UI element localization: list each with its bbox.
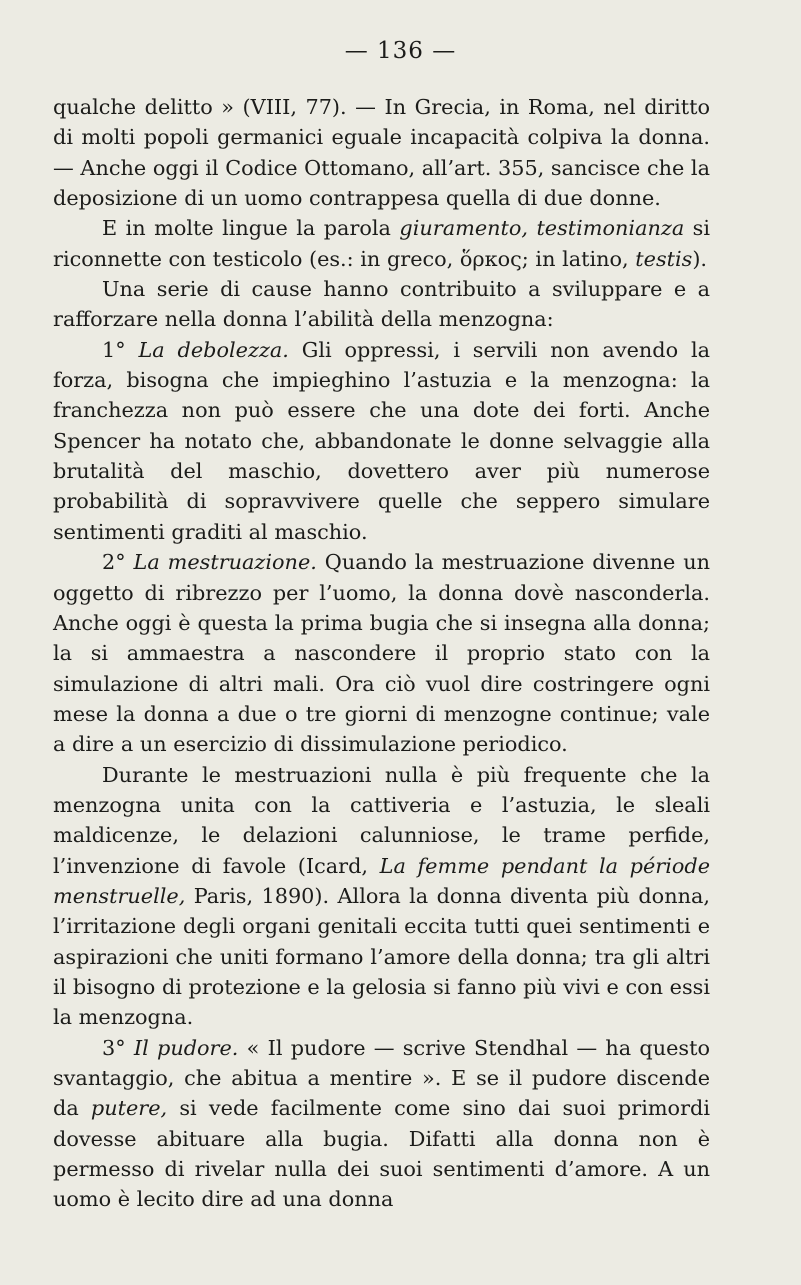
text-segment: E in molte lingue la parola — [102, 216, 400, 241]
text-segment: Paris, 1890). Allora la donna diventa più donna, l’irritazione degli organi genitali eccita tutti quei sentimenti e aspirazioni che uniti formano l’amore della donna; tra gli altri il bisogno di protezione e la gelosia si fanno più vivi e con essi la menzogna. — [53, 883, 710, 1030]
text-segment: si riconnette con testicolo (es.: in greco, ὅρκος; in latino, — [53, 216, 711, 271]
text-segment: 2° — [102, 550, 134, 575]
italic-term: giuramento, testimonianza — [399, 216, 685, 241]
text-segment: « Il pudore — scrive Stendhal — ha questo svantaggio, che abitua a mentire ». E se il pudore discende da — [53, 1035, 710, 1121]
paragraph-4 — [53, 335, 710, 547]
text-segment: 1° — [102, 337, 139, 362]
citation-title-italic: La femme pendant la période menstruelle, — [53, 853, 710, 908]
text-segment: Gli oppressi, i servili non avendo la forza, bisogna che impieghino l’astuzia e la menzogna: la franchezza non può essere che una dote dei forti. Anche Spencer ha notato che, abbandonate le donne selvaggie alla brutalità del maschio, dovettero aver più numerose probabilità di sopravvivere quelle che seppero simulare sentimenti graditi al maschio. — [53, 337, 710, 544]
paragraph-5 — [53, 547, 710, 759]
section-heading-italic: Il pudore. — [133, 1035, 239, 1060]
text-segment: Durante le mestruazioni nulla è più frequente che la menzogna unita con la cattiveria e l’astuzia, le sleali maldicenze, le delazioni calunniose, le trame perfide, l’invenzione di favole (Icard, — [53, 762, 710, 878]
text-segment: qualche delitto » (VIII, 77). — In Grecia, in Roma, nel diritto di molti popoli germanici eguale incapacità colpiva la donna. — Anche oggi il Codice Ottomano, all’art. 355, sancisce che la deposizione di un uomo contrappesa quella di due donne. — [53, 95, 710, 211]
italic-term: putere, — [90, 1096, 168, 1121]
text-segment: Una serie di cause hanno contribuito a sviluppare e a rafforzare nella donna l’abilità della menzogna: — [53, 277, 710, 332]
text-segment: ). — [692, 246, 708, 271]
paragraph-2 — [53, 213, 710, 274]
text-segment: 3° — [102, 1035, 134, 1060]
paragraph-7 — [53, 1033, 710, 1215]
text-segment: si vede facilmente come sino dai suoi primordi dovesse abituare alla bugia. Difatti alla donna non è permesso di rivelar nulla dei suoi sentimenti d’amore. A un uomo è lecito dire ad una donna — [53, 1096, 710, 1212]
section-heading-italic: La debolezza. — [138, 337, 289, 362]
body-text — [53, 92, 710, 1215]
paragraph-6 — [53, 760, 710, 1033]
italic-term: testis — [635, 246, 693, 271]
section-heading-italic: La mestruazione. — [133, 550, 317, 575]
paragraph-1 — [53, 92, 710, 213]
text-segment: Quando la mestruazione divenne un oggetto di ribrezzo per l’uomo, la donna dovè nasconderla. Anche oggi è questa la prima bugia che si insegna alla donna; la si ammaestra a nascondere il proprio stato con la simulazione di altri mali. Ora ciò vuol dire costringere ogni mese la donna a due o tre giorni di menzogne continue; vale a dire a un esercizio di dissimulazione periodico. — [53, 550, 710, 757]
paragraph-3 — [53, 274, 710, 335]
page-number: — 136 — — [344, 38, 457, 64]
